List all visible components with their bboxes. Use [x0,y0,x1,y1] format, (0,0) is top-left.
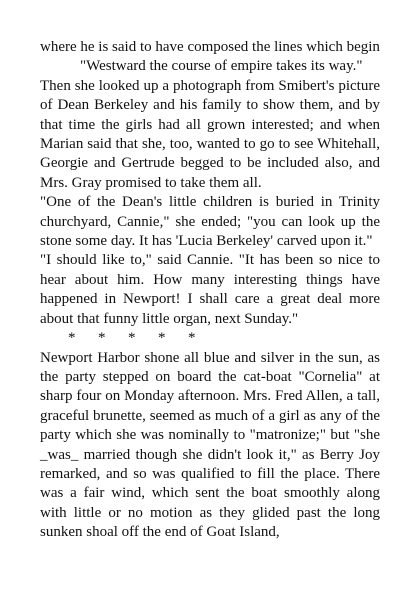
paragraph-photograph: Then she looked up a photograph from Smibert's picture of Dean Berkeley and his family to show them, and by that time the girls had all grown interested; and when Marian said that she, too, wanted to go to see Whitehall, Georgie and Gertrude begged to be included also, and Mrs. Gray promised to take them all. [40,77,380,191]
paragraph-continuation: where he is said to have composed the lines which begin [40,39,380,55]
paragraph-churchyard: "One of the Dean's little children is buried in Trinity churchyard, Cannie," she ended; "you can look up the stone some day. It has 'Lucia Berkeley' carved upon it." [40,194,380,250]
paragraph-newport-harbor: Newport Harbor shone all blue and silver in the sun, as the party stepped on board the cat-boat "Cornelia" at sharp four on Monday afternoon. Mrs. Fred Allen, a tall, graceful brunette, seemed as much of a girl as any of the party which she was nominally to "matronize;" but "she _was_ married though she didn't look it," as Berry Joy remarked, and so was qualified to fill the place. There was a fair wind, which sent the boat smoothly along with little or no motion as they glided past the long sunken shoal off the end of Goat Island, [40,349,380,541]
paragraph-cannie-reply: "I should like to," said Cannie. "It has been so nice to hear about him. How many interesting things have happened in Newport! I shall care a great deal more about that funny little organ, next Sunday." [40,252,380,327]
book-page [40,38,380,543]
section-break-asterisks: * * * * * [68,330,196,347]
quoted-line: "Westward the course of empire takes its way." [80,58,363,75]
